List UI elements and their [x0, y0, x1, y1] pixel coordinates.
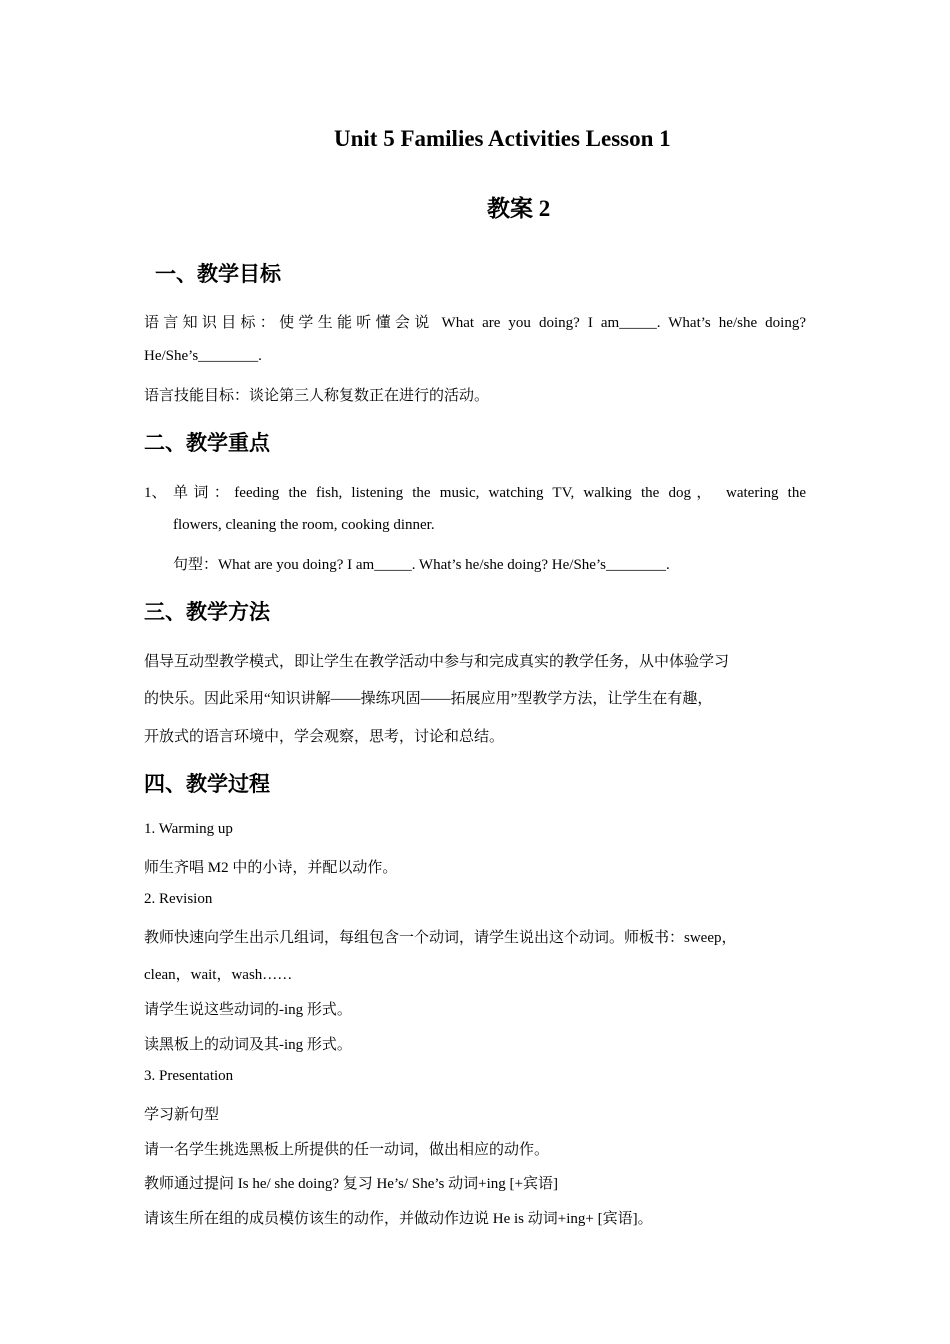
- process-line-10: 请一名学生挑选黑板上所提供的任一动词，做出相应的动作。: [144, 1142, 550, 1158]
- process-line-2: 师生齐唱 M2 中的小诗，并配以动作。: [144, 860, 398, 876]
- process-line-8: 3. Presentation: [144, 1068, 234, 1084]
- objectives-line-2: He/She’s________.: [144, 348, 262, 364]
- process-line-11: 教师通过提问 Is he/ she doing? 复习 He’s/ She’s 动词+ing [+宾语]: [144, 1176, 558, 1192]
- section-heading-methods: 三、教学方法: [144, 600, 270, 624]
- key-points-line-2: flowers, cleaning the room, cooking dinner.: [173, 517, 435, 533]
- process-line-4: 教师快速向学生出示几组词，每组包含一个动词，请学生说出这个动词。师板书：sweep，: [144, 930, 737, 946]
- key-points-line-1: 单词：feeding the fish, listening the music, watching TV, walking the dog， watering the: [173, 485, 806, 501]
- objectives-line-3: 语言技能目标：谈论第三人称复数正在进行的活动。: [144, 388, 490, 404]
- process-line-9: 学习新句型: [144, 1107, 220, 1123]
- section-heading-key-points: 二、教学重点: [144, 431, 270, 455]
- process-line-5: clean，wait，wash……: [144, 967, 293, 983]
- process-line-12: 请该生所在组的成员模仿该生的动作，并做动作边说 He is 动词+ing+ [宾语]。: [144, 1211, 653, 1227]
- key-points-line-3: 句型：What are you doing? I am_____. What’s he/she doing? He/She’s________.: [173, 557, 670, 573]
- methods-line-2: 的快乐。因此采用“知识讲解——操练巩固——拓展应用”型教学方法，让学生在有趣，: [144, 691, 713, 707]
- objectives-line-1: 语言知识目标：使学生能听懂会说 What are you doing? I am_____. What’s he/she doing?: [144, 315, 806, 331]
- key-points-number: 1、: [144, 485, 167, 501]
- process-line-3: 2. Revision: [144, 891, 213, 907]
- process-line-7: 读黑板上的动词及其-ing 形式。: [144, 1037, 352, 1053]
- doc-title: Unit 5 Families Activities Lesson 1: [334, 126, 671, 151]
- methods-line-3: 开放式的语言环境中，学会观察，思考，讨论和总结。: [144, 729, 505, 745]
- doc-subtitle: 教案 2: [487, 196, 551, 221]
- process-line-6: 请学生说这些动词的-ing 形式。: [144, 1002, 352, 1018]
- section-heading-process: 四、教学过程: [144, 772, 270, 796]
- process-line-1: 1. Warming up: [144, 821, 233, 837]
- section-heading-objectives: 一、教学目标: [155, 262, 281, 286]
- methods-line-1: 倡导互动型教学模式，即让学生在教学活动中参与和完成真实的教学任务，从中体验学习: [144, 654, 730, 670]
